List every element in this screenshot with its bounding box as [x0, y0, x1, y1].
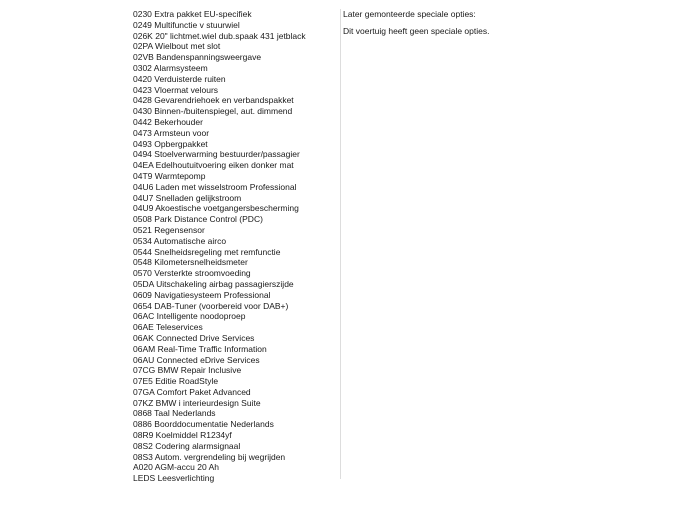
option-item: 02PA Wielbout met slot: [133, 41, 221, 52]
option-item: 02VB Bandenspanningsweergave: [133, 52, 262, 63]
option-item: 04U7 Snelladen gelijkstroom: [133, 192, 242, 203]
option-item: 0544 Snelheidsregeling met remfunctie: [133, 246, 281, 257]
option-item: 04U9 Akoestische voetgangersbescherming: [133, 203, 299, 214]
option-item: 04U6 Laden met wisselstroom Professional: [133, 181, 297, 192]
option-item: 07GA Comfort Paket Advanced: [133, 386, 251, 397]
option-item: 0508 Park Distance Control (PDC): [133, 214, 263, 225]
option-item: 0494 Stoelverwarming bestuurder/passagier: [133, 149, 300, 160]
later-options-text: Dit voertuig heeft geen speciale opties.: [343, 26, 490, 36]
option-item: 06AK Connected Drive Services: [133, 332, 255, 343]
option-item: 0442 Bekerhouder: [133, 116, 203, 127]
option-item: 026K 20" lichtmet.wiel dub.spaak 431 jetblack: [133, 30, 306, 41]
option-item: 0493 Opbergpakket: [133, 138, 208, 149]
option-item: 08S3 Autom. vergrendeling bij wegrijden: [133, 451, 286, 462]
option-item: 0886 Boorddocumentatie Nederlands: [133, 419, 274, 430]
option-item: 0430 Binnen-/buitenspiegel, aut. dimmend: [133, 106, 293, 117]
option-item: 06AC Intelligente noodoproep: [133, 311, 246, 322]
option-item: 0609 Navigatiesysteem Professional: [133, 289, 271, 300]
option-item: 0428 Gevarendriehoek en verbandspakket: [133, 95, 294, 106]
option-item: 0302 Alarmsysteem: [133, 62, 208, 73]
option-item: 04T9 Warmtepomp: [133, 170, 206, 181]
factory-options-list: [133, 9, 333, 484]
option-item: 07E5 Editie RoadStyle: [133, 376, 219, 387]
option-item: LEDS Leesverlichting: [133, 473, 215, 484]
option-item: 0534 Automatische airco: [133, 235, 227, 246]
column-divider: [340, 9, 341, 479]
option-item: 0230 Extra pakket EU-specifiek: [133, 9, 252, 19]
option-item: 07KZ BMW i interieurdesign Suite: [133, 397, 261, 408]
option-item: A020 AGM-accu 20 Ah: [133, 462, 219, 473]
option-item: 07CG BMW Repair Inclusive: [133, 365, 242, 376]
option-item: 0249 Multifunctie v stuurwiel: [133, 19, 240, 30]
option-item: 0420 Verduisterde ruiten: [133, 73, 226, 84]
option-item: 06AM Real-Time Traffic Information: [133, 343, 267, 354]
later-options-title: Later gemonteerde speciale opties:: [343, 9, 476, 19]
later-options-section: [343, 9, 663, 37]
option-item: 08R9 Koelmiddel R1234yf: [133, 430, 232, 441]
option-item: 0521 Regensensor: [133, 224, 205, 235]
option-item: 0654 DAB-Tuner (voorbereid voor DAB+): [133, 300, 289, 311]
option-item: 04EA Edelhoutuitvoering eiken donker mat: [133, 160, 294, 171]
option-item: 08S2 Codering alarmsignaal: [133, 440, 241, 451]
option-item: 0548 Kilometersnelheidsmeter: [133, 257, 248, 268]
option-item: 0868 Taal Nederlands: [133, 408, 216, 419]
option-item: 06AU Connected eDrive Services: [133, 354, 260, 365]
option-item: 06AE Teleservices: [133, 322, 203, 333]
option-item: 05DA Uitschakeling airbag passagierszijde: [133, 278, 294, 289]
option-item: 0423 Vloermat velours: [133, 84, 219, 95]
option-item: 0570 Versterkte stroomvoeding: [133, 268, 251, 279]
option-item: 0473 Armsteun voor: [133, 127, 210, 138]
